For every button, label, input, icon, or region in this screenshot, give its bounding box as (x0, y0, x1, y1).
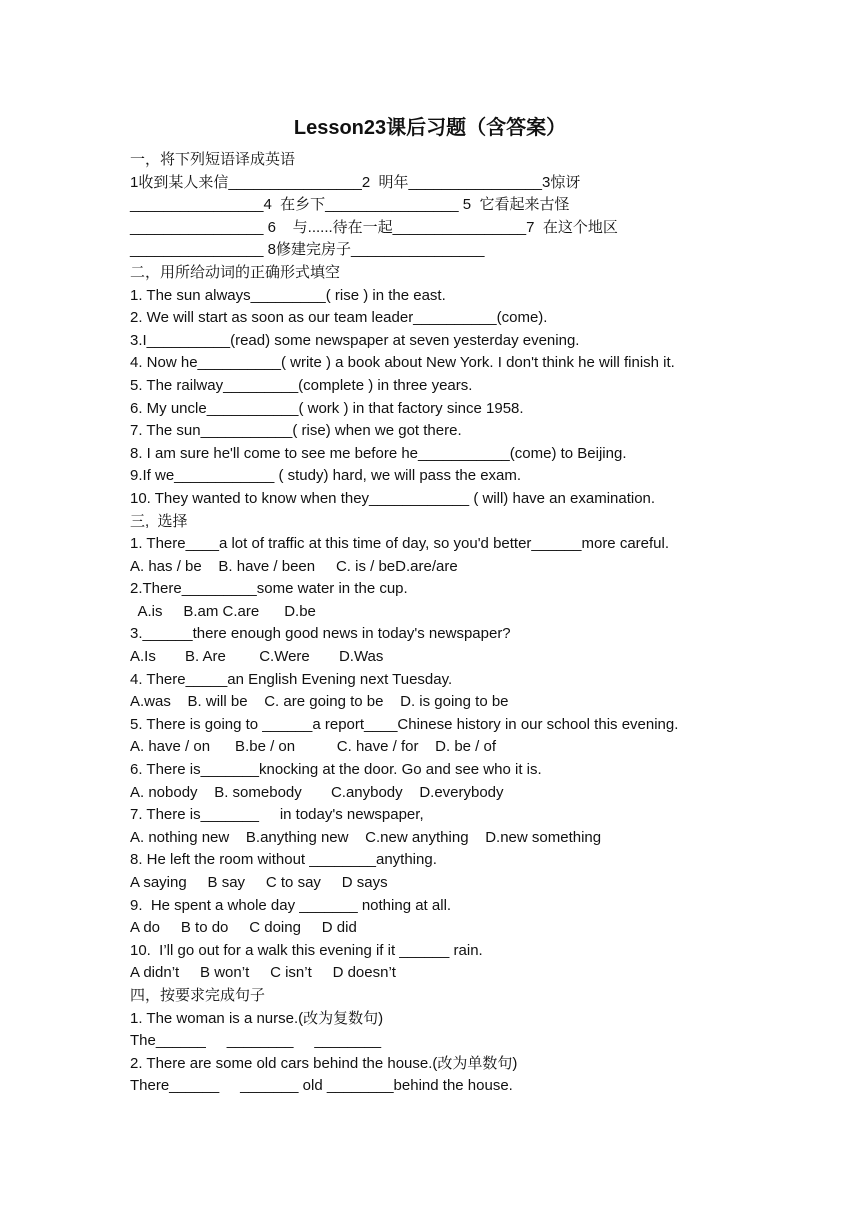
text-line: ________________ 8修建完房子________________ (130, 241, 485, 259)
text-line: 一，将下列短语译成英语 (130, 151, 296, 168)
text-line: A. has / be B. have / been C. is / beD.are/are (130, 557, 458, 575)
text-line: A.was B. will be C. are going to be D. is going to be (130, 693, 509, 711)
text-line: 3.______there enough good news in today's newspaper? (130, 625, 511, 643)
text-line: 7. The sun___________( rise) when we got there. (130, 422, 462, 440)
text-line: 10. I’ll go out for a walk this evening if it ______ rain. (130, 941, 483, 959)
text-line: A. have / on B.be / on C. have / for D. be / of (130, 738, 497, 756)
text-line: 5. The railway_________(complete ) in three years. (130, 376, 473, 394)
text-line: 4. There_____an English Evening next Tuesday. (130, 670, 453, 688)
text-line: 5. There is going to ______a report____Chinese history in our school this evening. (130, 715, 679, 733)
text-line: 10. They wanted to know when they____________ ( will) have an examination. (130, 489, 656, 507)
text-line: 三, 选择 (130, 512, 188, 530)
text-line: 9. He spent a whole day _______ nothing at all. (130, 896, 452, 914)
text-line: 4. Now he__________( write ) a book about New York. I don't think he will finish it. (130, 354, 675, 372)
text-line: 1收到某人来信________________2 明年________________3惊讶 (130, 173, 581, 191)
text-line: A. nobody B. somebody C.anybody D.everybody (130, 783, 504, 801)
text-line: 9.If we____________ ( study) hard, we will pass the exam. (130, 467, 522, 485)
text-line: 1. The sun always_________( rise ) in the east. (130, 286, 446, 304)
text-line: 8. I am sure he'll come to see me before he___________(come) to Beijing. (130, 444, 627, 462)
text-line: 1. There____a lot of traffic at this time of day, so you'd better______more careful. (130, 535, 670, 553)
text-line: A didn’t B won’t C isn’t D doesn’t (130, 964, 396, 982)
text-line: 2. There are some old cars behind the house.(改为单数句) (130, 1054, 518, 1072)
text-line: 1. The woman is a nurse.(改为复数句) (130, 1009, 384, 1027)
text-line: 2. We will start as soon as our team leader__________(come). (130, 309, 548, 327)
text-line: 2.There_________some water in the cup. (130, 580, 408, 598)
text-line: The______ ________ ________ (130, 1032, 382, 1050)
text-line: A saying B say C to say D says (130, 874, 388, 891)
text-line: 二，用所给动词的正确形式填空 (130, 263, 341, 281)
text-line: 3.I__________(read) some newspaper at seven yesterday evening. (130, 331, 580, 349)
text-line: ________________ 6 与......待在一起________________7 在这个地区 (130, 218, 618, 236)
text-line: There______ _______ old ________behind the house. (130, 1077, 513, 1095)
text-line: A. nothing new B.anything new C.new anything D.new something (130, 828, 602, 846)
text-line: 四，按要求完成句子 (130, 986, 266, 1004)
text-line: ________________4 在乡下________________ 5 它看起来古怪 (130, 196, 570, 214)
document-title: Lesson23课后习题（含答案） (293, 117, 567, 139)
text-line: A.is B.am C.are D.be (130, 602, 316, 620)
text-line: 7. There is_______ in today's newspaper, (130, 806, 424, 824)
text-line: 6. There is_______knocking at the door. Go and see who it is. (130, 761, 542, 779)
text-line: A.Is B. Are C.Were D.Was (130, 648, 384, 666)
text-line: 8. He left the room without ________anything. (130, 851, 437, 869)
text-line: 6. My uncle___________( work ) in that factory since 1958. (130, 399, 524, 417)
text-line: A do B to do C doing D did (130, 919, 357, 937)
document-body (130, 149, 830, 1098)
